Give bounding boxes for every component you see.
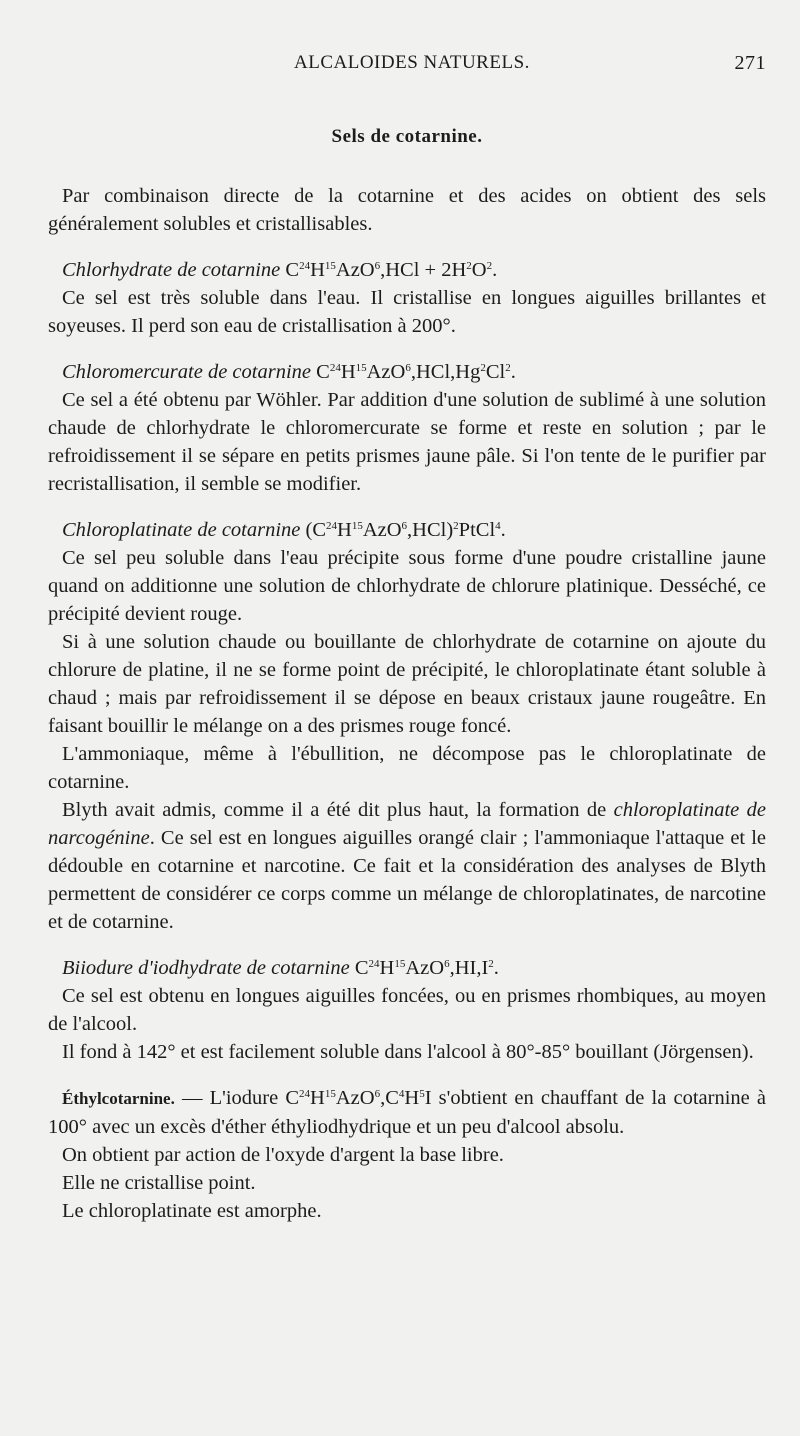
chloroplatinate-heading: [48, 516, 766, 544]
ethylcotarnine-heading: Éthylcotarnine.: [62, 1089, 175, 1108]
ethyl-text-2: Elle ne cristallise point.: [62, 1172, 256, 1194]
biiodure-heading: [48, 954, 766, 982]
biiodure-text-2: Il fond à 142° et est facilement soluble dans l'alcool à 80°-85° bouillant (Jörgensen).: [62, 1041, 754, 1063]
salt-name: Biiodure d'iodhydrate de cotarnine: [62, 957, 350, 979]
chlorhydrate-text: Ce sel est très soluble dans l'eau. Il cristallise en longues aiguilles brillantes et soyeuses. Il perd son eau de cristallisation à 200°.: [48, 287, 766, 337]
chemical-formula: $(C^{24}H^{15}AzO^6,HCl)^2PtCl^4$.: [305, 519, 506, 541]
ethyl-rest: s'obtient en chauffant de la cotarnine à 100° avec un excès d'éther éthyliodhydrique et un peu d'alcool absolu.: [48, 1087, 766, 1138]
chloromercurate-text: Ce sel a été obtenu par Wöhler. Par addition d'une solution de sublimé à une solution chaude de chlorhydrate le chloromercurate se forme et reste en solution ; par le refroidissement il se sépare en petits prismes jaune pâle. Si l'on tente de le purifier par recristallisation, il semble se modifier.: [48, 389, 766, 495]
blyth-italic-term: chloroplatinate de narcogénine: [48, 799, 766, 849]
chloroplatinate-text-2: Si à une solution chaude ou bouillante de chlorhydrate de cotarnine on ajoute du chlorure de platine, il ne se forme point de précipité, le chloroplatinate étant soluble à chaud ; mais par refroidissement il se dépose en beaux cristaux jaune rougeâtre. En faisant bouillir le mélange on a des prismes rouge foncé.: [48, 631, 766, 737]
ethyl-text-3: Le chloroplatinate est amorphe.: [62, 1200, 322, 1222]
salt-name: Chloromercurate de cotarnine: [62, 361, 311, 383]
chemical-formula: $C^{24}H^{15}AzO^6,HI,I^2$.: [354, 957, 499, 979]
ethyl-text-1: On obtient par action de l'oxyde d'argent la base libre.: [62, 1144, 504, 1166]
chlorhydrate-heading: [48, 256, 766, 284]
salt-name: Chloroplatinate de cotarnine: [62, 519, 301, 541]
blyth-text-start: Blyth avait admis, comme il a été dit plus haut, la formation de: [62, 799, 614, 821]
ethylcotarnine-paragraph: [48, 1084, 766, 1141]
chemical-formula: $C^{24}H^{15}AzO^6,C^4H^5I$: [285, 1087, 432, 1109]
section-title: Sels de cotarnine.: [331, 126, 483, 147]
blyth-text-end: . Ce sel est en longues aiguilles orangé clair ; l'ammoniaque l'attaque et le dédouble en cotarnine et narcotine. Ce fait et la considération des analyses de Blyth permettent de considérer ce corps comme un mélange de chloroplatinates, de narcotine et de cotarnine.: [48, 827, 766, 933]
page-number: 271: [734, 52, 766, 74]
blyth-paragraph: [48, 796, 766, 936]
chloroplatinate-text-3: L'ammoniaque, même à l'ébullition, ne décompose pas le chloroplatinate de cotarnine.: [48, 743, 766, 793]
running-title: ALCALOIDES NATURELS.: [294, 52, 530, 73]
salt-name: Chlorhydrate de cotarnine: [62, 259, 281, 281]
chemical-formula: $C^{24}H^{15}AzO^6,HCl,Hg^2Cl^2$.: [316, 361, 516, 383]
chloroplatinate-text-1: Ce sel peu soluble dans l'eau précipite sous forme d'une poudre cristalline jaune quand on additionne une solution de chlorhydrate de chlorure platinique. Desséché, ce précipité devient rouge.: [48, 547, 766, 625]
page-header: [48, 40, 766, 80]
biiodure-text-1: Ce sel est obtenu en longues aiguilles foncées, ou en prismes rhombiques, au moyen de l'alcool.: [48, 985, 766, 1035]
chemical-formula: $C^{24}H^{15}AzO^6,HCl + 2H^2O^2$.: [285, 259, 498, 281]
intro-paragraph: Par combinaison directe de la cotarnine et des acides on obtient des sels généralement solubles et cristallisables.: [48, 185, 766, 235]
ethyl-lead: — L'iodure: [174, 1087, 286, 1109]
chloromercurate-heading: [48, 358, 766, 386]
